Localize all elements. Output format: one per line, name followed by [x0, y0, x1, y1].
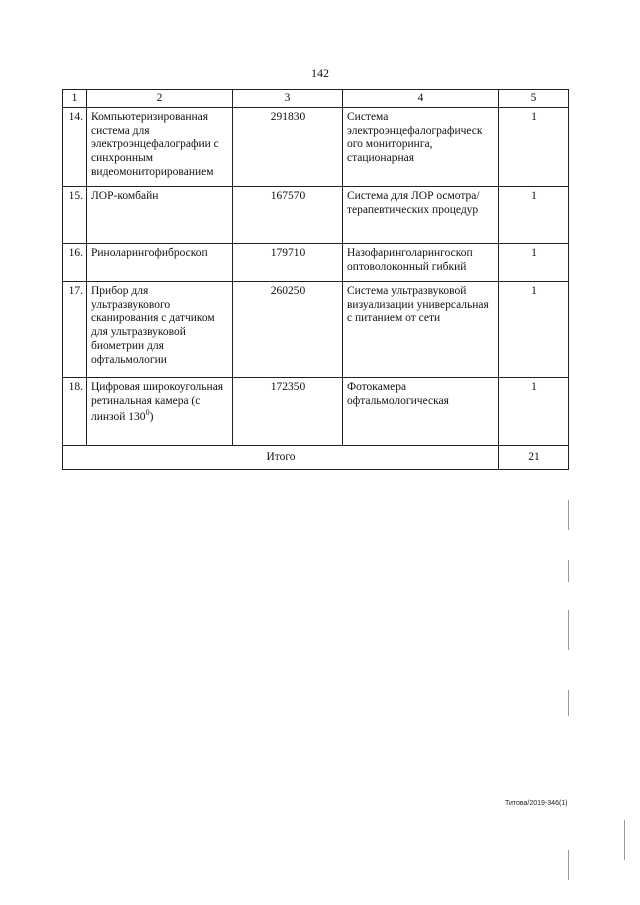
- equipment-quantity: 1: [499, 107, 569, 186]
- equipment-name-tail: ): [149, 411, 154, 424]
- equipment-table: [62, 89, 569, 470]
- row-number: 16.: [63, 243, 87, 281]
- page-number: 142: [311, 66, 329, 80]
- equipment-type: Система для ЛОР осмотра/терапевтических процедур: [343, 186, 499, 243]
- equipment-type: Назофаринголарингоскоп оптоволоконный гибкий: [343, 243, 499, 281]
- header-cell-3: 3: [233, 90, 343, 108]
- equipment-name: Прибор для ультразвукового сканирования с датчиком для ультразвуковой биометрии для офтальмологии: [87, 281, 233, 377]
- equipment-code: 179710: [233, 243, 343, 281]
- header-cell-2: 2: [87, 90, 233, 108]
- scan-artifact: [568, 690, 569, 716]
- equipment-quantity: 1: [499, 377, 569, 445]
- header-cell-5: 5: [499, 90, 569, 108]
- equipment-code: 167570: [233, 186, 343, 243]
- equipment-name: Компьютеризированная система для электроэнцефалографии с синхронным видеомониторированием: [87, 107, 233, 186]
- equipment-code: 172350: [233, 377, 343, 445]
- total-row: [63, 445, 569, 469]
- equipment-code: 260250: [233, 281, 343, 377]
- equipment-type: Фотокамера офтальмологическая: [343, 377, 499, 445]
- scan-artifact: [624, 820, 625, 860]
- row-number: 15.: [63, 186, 87, 243]
- row-number: 17.: [63, 281, 87, 377]
- header-cell-1: 1: [63, 90, 87, 108]
- equipment-quantity: 1: [499, 243, 569, 281]
- equipment-type: Система ультразвуковой визуализации универсальная с питанием от сети: [343, 281, 499, 377]
- equipment-name: Риноларингофиброскоп: [87, 243, 233, 281]
- total-label: Итого: [63, 445, 499, 469]
- row-number: 18.: [63, 377, 87, 445]
- equipment-name-text: Цифровая широкоугольная ретинальная камера (с линзой 130: [91, 380, 224, 424]
- scan-artifact: [568, 500, 569, 530]
- equipment-type: Система электроэнцефалографическ ого мониторинга, стационарная: [343, 107, 499, 186]
- equipment-name: ЛОР-комбайн: [87, 186, 233, 243]
- table-row: [63, 243, 569, 281]
- row-number: 14.: [63, 107, 87, 186]
- degree-superscript: 0: [145, 408, 150, 418]
- total-value: 21: [499, 445, 569, 469]
- equipment-name: [87, 377, 233, 445]
- equipment-quantity: 1: [499, 281, 569, 377]
- table-header-row: [63, 90, 569, 108]
- scan-artifact: [568, 850, 569, 880]
- header-cell-4: 4: [343, 90, 499, 108]
- table-row: [63, 107, 569, 186]
- scan-artifact: [568, 610, 569, 650]
- table-row: [63, 281, 569, 377]
- scan-artifact: [568, 560, 569, 582]
- equipment-quantity: 1: [499, 186, 569, 243]
- table-row: [63, 186, 569, 243]
- equipment-code: 291830: [233, 107, 343, 186]
- table-row: [63, 377, 569, 445]
- document-code: Титова/2019-346(1): [505, 800, 568, 807]
